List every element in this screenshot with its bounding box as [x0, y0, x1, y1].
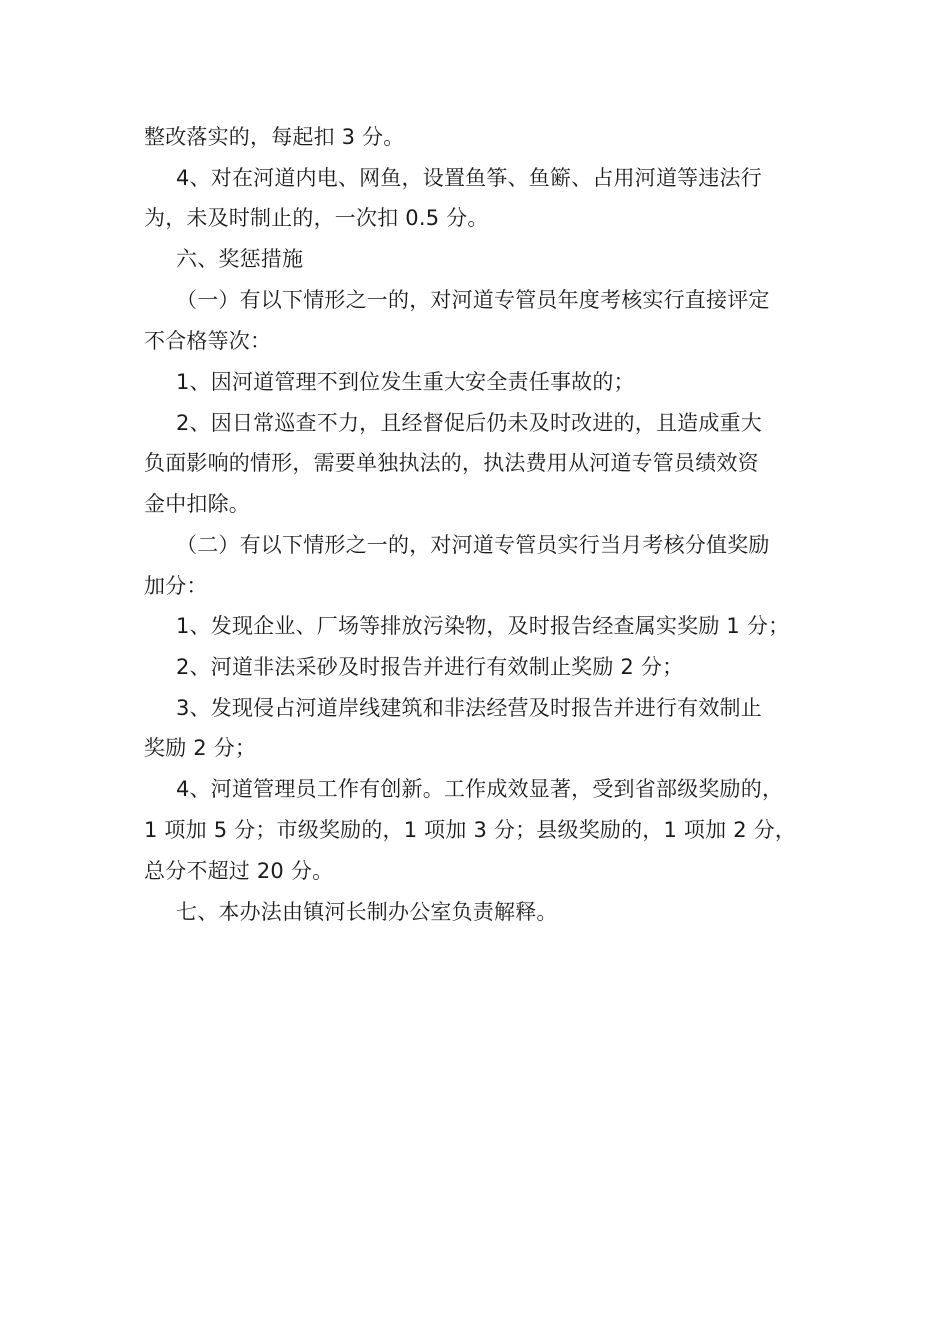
text-line: 不合格等次：: [144, 329, 272, 353]
text-line: 4、河道管理员工作有创新。工作成效显著，受到省部级奖励的，: [176, 777, 784, 801]
text-line: （二）有以下情形之一的，对河道专管员实行当月考核分值奖励: [176, 533, 770, 557]
section-heading: 七、本办法由镇河长制办公室负责解释。: [176, 900, 558, 924]
text-line: 总分不超过 20 分。: [144, 859, 334, 883]
text-line: 负面影响的情形，需要单独执法的，执法费用从河道专管员绩效资: [144, 451, 759, 475]
text-line: 1、发现企业、厂场等排放污染物，及时报告经查属实奖励 1 分；: [176, 614, 790, 638]
text-line: 奖励 2 分；: [144, 736, 257, 760]
text-line: 2、因日常巡查不力，且经督促后仍未及时改进的，且造成重大: [176, 411, 762, 435]
text-line: 3、发现侵占河道岸线建筑和非法经营及时报告并进行有效制止: [176, 696, 762, 720]
text-line: 2、河道非法采砂及时报告并进行有效制止奖励 2 分；: [176, 655, 684, 679]
text-line: 加分：: [144, 574, 208, 598]
text-line: （一）有以下情形之一的，对河道专管员年度考核实行直接评定: [176, 288, 770, 312]
text-line: 金中扣除。: [144, 492, 250, 516]
text-line: 1、因河道管理不到位发生重大安全责任事故的；: [176, 370, 635, 394]
text-line: 4、对在河道内电、网鱼，设置鱼筝、鱼簖、占用河道等违法行: [176, 166, 762, 190]
section-heading: 六、奖惩措施: [176, 247, 304, 271]
text-line: 整改落实的，每起扣 3 分。: [144, 125, 405, 149]
text-line: 为，未及时制止的，一次扣 0.5 分。: [144, 206, 489, 230]
text-line: 1 项加 5 分；市级奖励的，1 项加 3 分；县级奖励的，1 项加 2 分，: [144, 818, 797, 842]
